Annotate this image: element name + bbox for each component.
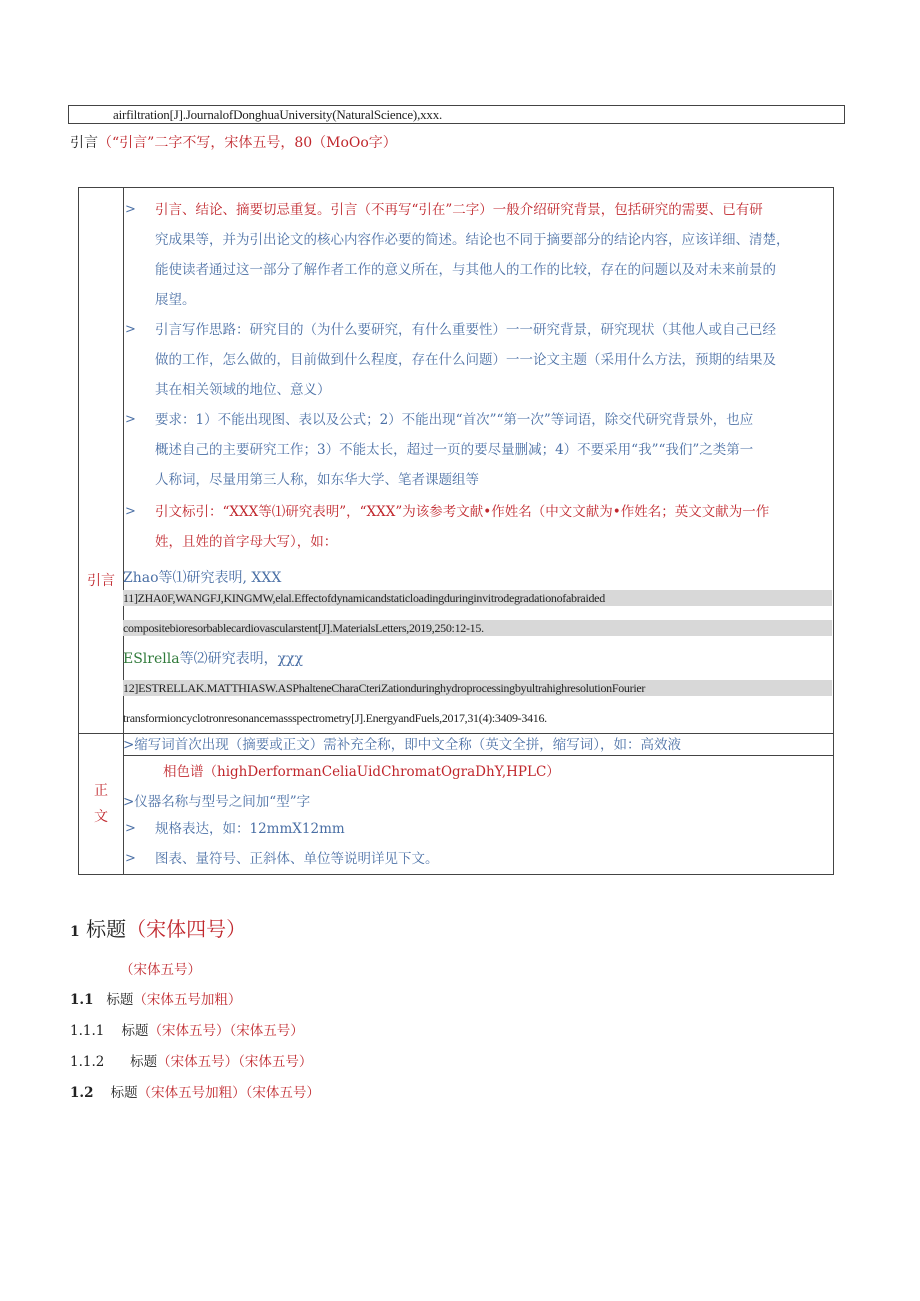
bullet-marker: >: [125, 821, 136, 836]
bullet-4-line: 引文标引：“XXX等⑴研究表明”，“XXX”为该参考文献•作姓名（中文文献为•作姓名；英文文献为一作: [155, 504, 770, 520]
intro-row-label-cell: [79, 188, 124, 733]
bullet-2-line: 引言写作思路：研究目的（为什么要研究，有什么重要性）一一研究背景，研究现状（其他人或自己已经: [155, 322, 776, 338]
citation-example-1: Zhao等⑴研究表明, XXX: [123, 570, 282, 586]
intro-guidance-row: [79, 188, 833, 734]
heading-1-note: （宋体四号）: [126, 917, 247, 941]
abbreviation-example: 相色谱（highDerformanCeliaUidChromatOgraDhY,HPLC）: [163, 764, 560, 780]
reference-entry-1b: compositebioresorbablecardiovascularstent[J].MaterialsLetters,2019,250:12-15.: [123, 620, 832, 636]
bullet-1-line: 能使读者通过这一部分了解作者工作的意义所在，与其他人的工作的比较，存在的问题以及对未来前景的: [155, 262, 776, 278]
guidance-table: [78, 187, 834, 875]
bullet-text-4: [155, 497, 831, 557]
bullet-2-line: 做的工作，怎么做的，目前做到什么程度，存在什么问题）一一论文主题（采用什么方法，预期的结果及: [155, 352, 776, 368]
bullet-3-line: 要求：1）不能出现图、表以及公式；2）不能出现“首次”“第一次”等词语，除交代研究背景外，也应: [155, 412, 754, 428]
heading-level-1: [70, 916, 246, 945]
bullet-4-line: 姓，且姓的首字母大写），如：: [155, 534, 338, 550]
body-row-label-cell: [79, 734, 124, 874]
bullet-text-3: [155, 405, 831, 495]
bullet-1-line: 引言、结论、摘要切忌重复。引言（不再写“引在”二字）一般介绍研究背景，包括研究的需要、已有研: [155, 202, 763, 218]
reference-entry-2b: transformioncyclotronresonancemassspectrometry[J].EnergyandFuels,2017,31(4):3409-3416.: [123, 711, 547, 725]
intro-heading-label: 引言: [70, 135, 98, 151]
heading-1-2-number: 1.2: [70, 1085, 94, 1101]
citation-example-2: [123, 650, 303, 668]
reference-entry-2a: 12]ESTRELLAK.MATTHIASW.ASPhalteneCharaCteriZationduringhydroprocessingbyultrahighresolutionFourier: [123, 680, 832, 696]
intro-heading: [70, 134, 397, 152]
intro-row-label: 引言: [87, 573, 115, 589]
intro-heading-note: （“引言”二字不写，宋体五号，80（MoOo字）: [98, 135, 397, 151]
heading-1-1-2-label: 标题: [130, 1054, 158, 1070]
heading-level-2: [70, 988, 241, 1008]
bullet-1-line: 究成果等，并为引出论文的核心内容作必要的简述。结论也不同于摘要部分的结论内容，应该详细、清楚，: [155, 232, 790, 248]
citation-example-2-rest: 等⑵研究表明，χχχ: [179, 651, 304, 667]
heading-1-label: 标题: [86, 917, 127, 941]
heading-level-3: [70, 1050, 312, 1070]
spec-rule: 规格表达，如：12mmX12mm: [155, 821, 345, 837]
heading-1-1-2-number: 1.1.2: [70, 1054, 105, 1070]
heading-1-2-label: 标题: [110, 1085, 138, 1101]
bullet-3-line: 人称词，尽量用第三人称，如东华大学、笔者课题组等: [155, 472, 479, 488]
heading-1-1-note: （宋体五号加粗）: [133, 992, 242, 1008]
bullet-text-1: [155, 195, 831, 315]
heading-1-number: 1: [70, 924, 80, 940]
abbreviation-rule: >缩写词首次出现（摘要或正文）需补充全称，即中文全称（英文全拼，缩写词），如：高效液: [123, 737, 682, 753]
bullet-marker: >: [125, 851, 136, 866]
bullet-marker: >: [125, 412, 136, 427]
bullet-text-2: [155, 315, 831, 405]
bullet-3-line: 概述自己的主要研究工作；3）不能太长，超过一页的要尽量删减；4）不要采用“我”“我们”之类第一: [155, 442, 754, 458]
body-row-label-2: 文: [94, 809, 108, 825]
reference-entry-1a: 11]ZHA0F,WANGFJ,KINGMW,elal.Effectofdynamicandstaticloadingduringinvitrodegradationofabraided: [123, 590, 832, 606]
body-text-note: （宋体五号）: [120, 962, 201, 978]
heading-1-2-note: （宋体五号加粗）（宋体五号）: [137, 1085, 320, 1101]
row2-divider: [123, 755, 833, 756]
reference-tail-text: airfiltration[J].JournalofDonghuaUniversity(NaturalScience),xxx.: [113, 107, 443, 122]
heading-level-2: [70, 1081, 320, 1101]
figure-rule: 图表、量符号、正斜体、单位等说明详见下文。: [155, 851, 439, 867]
heading-level-3: [70, 1019, 304, 1039]
reference-tail-box: [68, 105, 845, 124]
bullet-1-line: 展望。: [155, 292, 196, 308]
heading-1-1-1-label: 标题: [121, 1023, 149, 1039]
body-guidance-row: [79, 734, 833, 874]
heading-1-1-1-note: （宋体五号）（宋体五号）: [148, 1023, 304, 1039]
instrument-rule: >仪器名称与型号之间加“型”字: [123, 794, 311, 810]
bullet-marker: >: [125, 504, 136, 519]
heading-1-1-2-note: （宋体五号）（宋体五号）: [157, 1054, 313, 1070]
heading-1-1-number: 1.1: [70, 992, 94, 1008]
bullet-marker: >: [125, 322, 136, 337]
citation-example-2-name: ESlrella: [123, 651, 180, 667]
bullet-marker: >: [125, 202, 136, 217]
body-row-label-1: 正: [94, 783, 108, 799]
heading-1-1-1-number: 1.1.1: [70, 1023, 105, 1039]
heading-1-1-label: 标题: [106, 992, 134, 1008]
bullet-2-line: 其在相关领域的地位、意义）: [155, 382, 331, 398]
